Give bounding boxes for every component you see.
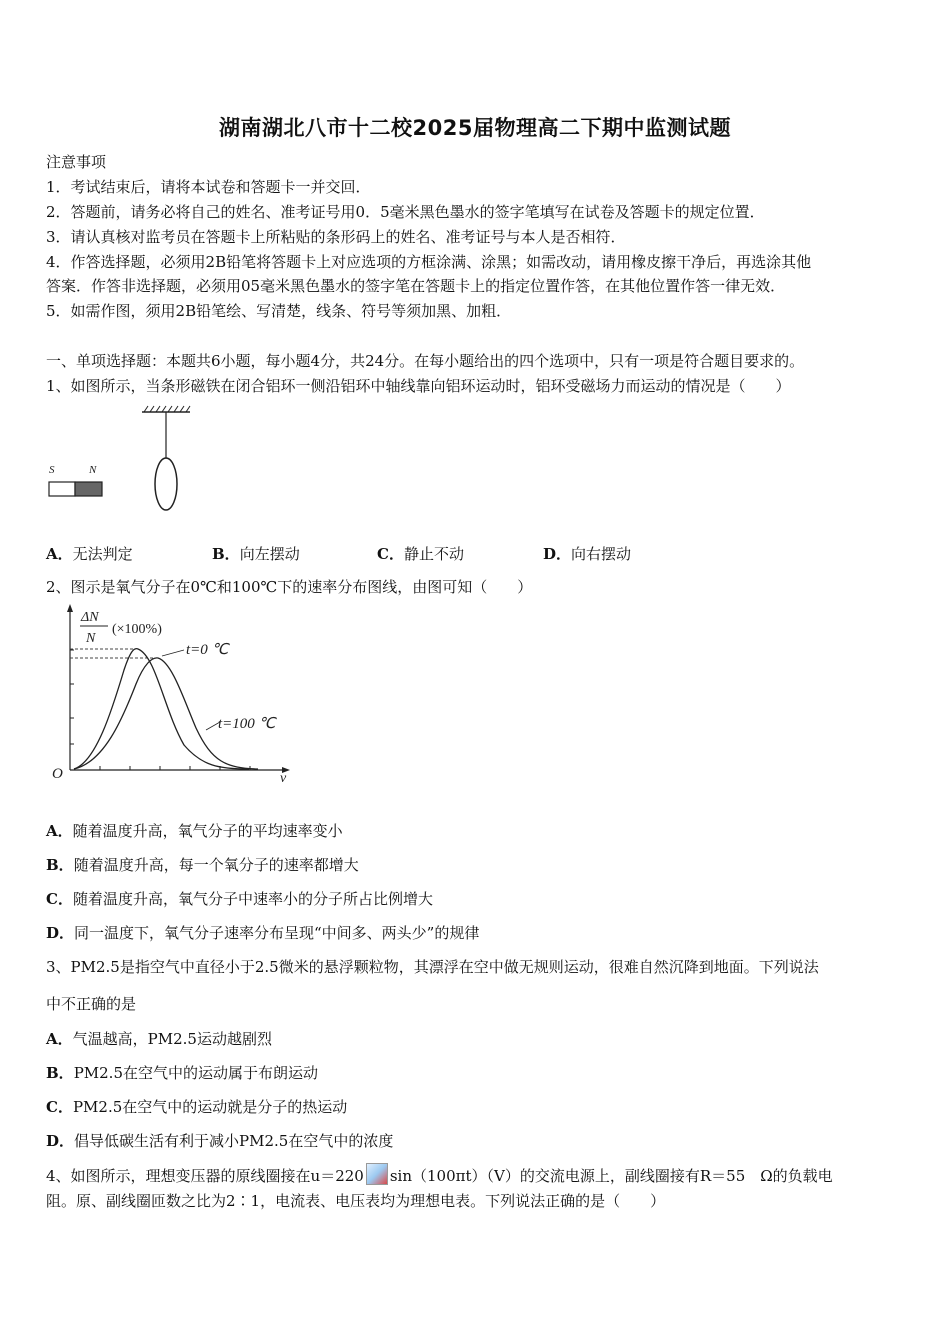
option-c: C．随着温度升高，氧气分子中速率小的分子所占比例增大 <box>46 890 433 908</box>
question-1-stem: 1、如图所示，当条形磁铁在闭合铝环一侧沿铝环中轴线靠向铝环运动时，铝环受磁场力而运动的情况是（ ） <box>46 377 791 395</box>
section-heading: 一、单项选择题：本题共6小题，每小题4分，共24分。在每小题给出的四个选项中，只有一项是符合题目要求的。 <box>46 352 805 370</box>
x-axis-label: v <box>280 771 287 786</box>
option-a: A．无法判定 <box>46 545 133 563</box>
option-c: C．静止不动 <box>377 545 464 563</box>
notice-heading: 注意事项 <box>46 153 107 171</box>
question-3-stem-line2: 中不正确的是 <box>46 995 137 1013</box>
option-d: D．同一温度下，氧气分子速率分布呈现“中间多、两头少”的规律 <box>46 924 480 942</box>
notice-item: 1．考试结束后，请将本试卷和答题卡一并交回． <box>46 178 371 196</box>
option-c: C．PM2.5在空气中的运动就是分子的热运动 <box>46 1098 348 1116</box>
speed-distribution-figure <box>44 600 300 786</box>
option-d: D．倡导低碳生活有利于减小PM2.5在空气中的浓度 <box>46 1132 394 1150</box>
option-b: B．PM2.5在空气中的运动属于布朗运动 <box>46 1064 318 1082</box>
notice-item: 5．如需作图，须用2B铅笔绘、写清楚，线条、符号等须加黑、加粗． <box>46 302 512 320</box>
curve-label-100c: t=100 ℃ <box>218 716 276 732</box>
notice-item: 3．请认真核对监考员在答题卡上所粘贴的条形码上的姓名、准考证号与本人是否相符． <box>46 228 626 246</box>
notice-item: 2．答题前，请务必将自己的姓名、准考证号用0．5毫米黑色墨水的签字笔填写在试卷及答题卡的规定位置． <box>46 203 765 221</box>
sqrt2-image-icon <box>366 1163 388 1185</box>
magnet-n-label: N <box>89 464 97 476</box>
y-axis-numerator: ΔN <box>81 610 99 625</box>
magnet-s-label: S <box>49 464 55 476</box>
option-a: A．气温越高，PM2.5运动越剧烈 <box>46 1030 272 1048</box>
question-3-stem-line1: 3、PM2.5是指空气中直径小于2.5微米的悬浮颗粒物，其漂浮在空中做无规则运动，很难自然沉降到地面。下列说法 <box>46 958 819 976</box>
curve-label-0c: t=0 ℃ <box>186 642 229 658</box>
notice-item: 答案．作答非选择题，必须用05毫米黑色墨水的签字笔在答题卡上的指定位置作答，在其他位置作答一律无效． <box>46 277 786 295</box>
option-b: B．向左摆动 <box>212 545 300 563</box>
page-title: 湖南湖北八市十二校2025届物理高二下期中监测试题 <box>219 116 731 140</box>
option-d: D．向右摆动 <box>543 545 632 563</box>
option-a: A．随着温度升高，氧气分子的平均速率变小 <box>46 822 343 840</box>
question-4-stem-line2: 阻。原、副线圈匝数之比为2∶1，电流表、电压表均为理想电表。下列说法正确的是（ ） <box>46 1192 666 1210</box>
question-2-stem: 2、图示是氧气分子在0℃和100℃下的速率分布图线，由图可知（ ） <box>46 578 533 596</box>
y-axis-denominator: N <box>86 631 96 646</box>
option-b: B．随着温度升高，每一个氧分子的速率都增大 <box>46 856 359 874</box>
y-axis-unit: (×100%) <box>112 622 162 637</box>
notice-item: 4．作答选择题，必须用2B铅笔将答题卡上对应选项的方框涂满、涂黑；如需改动，请用橡皮擦干净后，再选涂其他 <box>46 253 812 271</box>
origin-label: O <box>52 766 63 782</box>
magnet-ring-figure <box>44 400 214 522</box>
question-4-stem-line1: 4、如图所示，理想变压器的原线圈接在u＝220 sin（100πt）（V）的交流电源上，副线圈接有R＝55 Ω的负载电 <box>46 1163 833 1186</box>
